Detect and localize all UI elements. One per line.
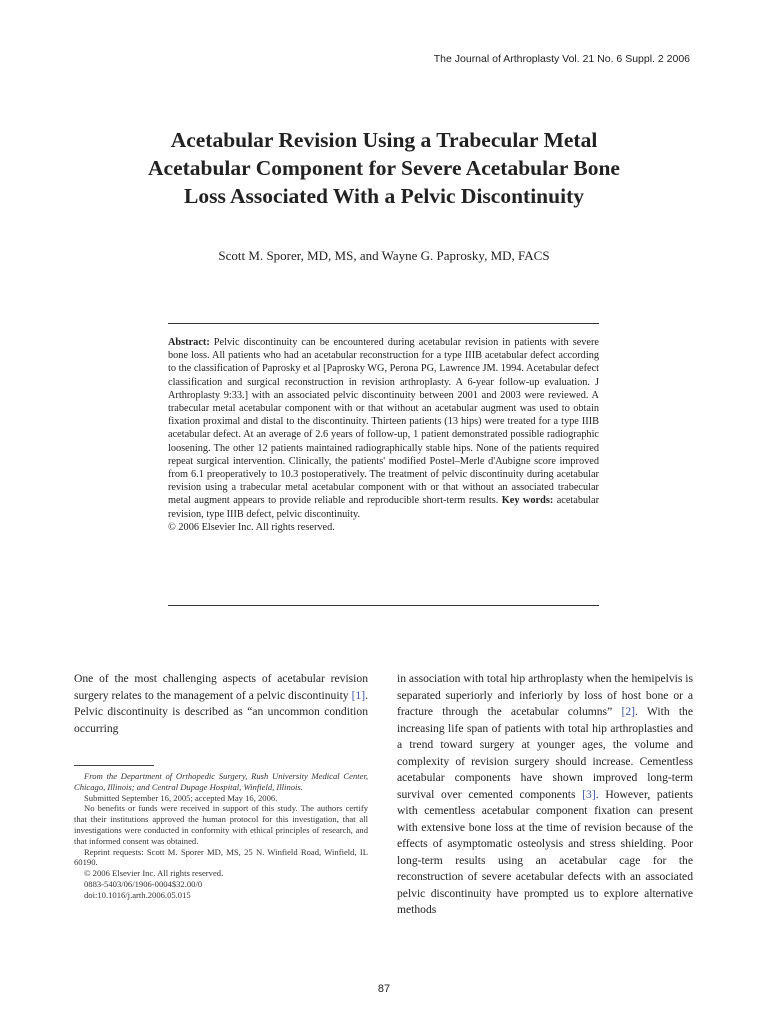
page-number: 87 (377, 983, 391, 995)
body-left-column (74, 671, 368, 737)
footnote-doi: doi:10.1016/j.arth.2006.05.015 (84, 889, 191, 900)
title-line-3: Loss Associated With a Pelvic Discontinuity (184, 184, 584, 208)
body-text: . Pelvic discontinuity is described as “an uncommon condition occurring (74, 688, 368, 735)
reference-link-3[interactable]: [3] (582, 787, 596, 801)
article-title (60, 126, 708, 210)
authors: Scott M. Sporer, MD, MS, and Wayne G. Paprosky, MD, FACS (218, 248, 550, 263)
footnotes (74, 771, 368, 901)
footnote-affiliation: From the Department of Orthopedic Surgery, Rush University Medical Center, Chicago, Illinois; and Central Dupage Hospital, Winfield, Illinois. (74, 771, 368, 792)
keywords: acetabular revision, type IIIB defect, pelvic discontinuity. (168, 495, 600, 520)
body-right-column (397, 671, 693, 919)
footnote-divider (74, 765, 154, 766)
reference-link-1[interactable]: [1] (351, 688, 366, 702)
abstract-copyright: © 2006 Elsevier Inc. All rights reserved. (168, 521, 335, 533)
title-line-2: Acetabular Component for Severe Acetabular Bone (148, 156, 620, 180)
title-line-1: Acetabular Revision Using a Trabecular Metal (170, 128, 598, 152)
footnote-copyright: © 2006 Elsevier Inc. All rights reserved. (84, 868, 224, 879)
body-text: . With the increasing life span of patients with total hip arthroplasties and a trend toward surgery at younger ages, the volume and complexity of revision surgery should increase. Cementless acetabular components have shown improved long-term survival over cemented components (397, 705, 693, 801)
abstract-body: Pelvic discontinuity can be encountered during acetabular revision in patients with severe bone loss. All patients who had an acetabular reconstruction for a type IIIB acetabular defect according to the classification of Paprosky et al [Paprosky WG, Perona PG, Lawrence JM. 1994. Acetabular defect classification and surgical reconstruction in revision arthroplasty. A 6-year follow-up evaluation. J Arthroplasty 9:33.] with an associated pelvic discontinuity between 2001 and 2003 were reviewed. A trabecular metal acetabular component with or that without an acetabular augment was used to obtain fixation proximal and distal to the discontinuity. Thirteen patients (13 hips) were treated for a type IIIB acetabular defect. At an average of 2.6 years of follow-up, 1 patient demonstrated possible radiographic loosening. The other 12 patients maintained radiographically stable hips. None of the patients required repeat surgical intervention. Clinically, the patients' modified Postel–Merle d'Aubigne score improved from 6.1 preoperatively to 10.3 postoperatively. The treatment of pelvic discontinuity during acetabular revision using a trabecular metal acetabular component with or that without an associated trabecular metal augment appears to provide reliable and reproducible short-term results. (168, 337, 600, 507)
footnote-submitted: Submitted September 16, 2005; accepted May 16, 2006. (84, 792, 278, 803)
body-text: in association with total hip arthroplasty when the hemipelvis is separated superiorly and inferiorly by loss of host bone or a fracture through the acetabular columns” (397, 672, 693, 718)
body-text: One of the most challenging aspects of acetabular revision surgery relates to the management of a pelvic discontinuity (74, 672, 368, 702)
reference-link-2[interactable]: [2] (621, 705, 635, 718)
footnote-funding: No benefits or funds were received in support of this study. The authors certify that their institutions approved the human protocol for this investigation, that all investigations were conducted in conformity with ethical principles of research, and that informed consent was obtained. (74, 803, 368, 846)
body-text: . However, patients with cementless acetabular component fixation can present with extensive bone loss at the time of revision because of the effects of asymptomatic osteolysis and stress shielding. Poor long-term results using an acetabular cage for the reconstruction of severe acetabular defects with an associated pelvic discontinuity have prompted us to explore alternative methods (397, 787, 693, 916)
footnote-issn: 0883-5403/06/1906-0004$32.00/0 (84, 878, 203, 889)
abstract-box (168, 323, 599, 606)
footnote-reprint: Reprint requests: Scott M. Sporer MD, MS, 25 N. Winfield Road, Winfield, IL 60190. (74, 846, 368, 868)
keywords-label: Key words: (501, 495, 554, 507)
journal-header: The Journal of Arthroplasty Vol. 21 No. 6 Suppl. 2 2006 (433, 53, 690, 65)
abstract-text (168, 336, 599, 521)
abstract-label: Abstract: (168, 337, 210, 348)
